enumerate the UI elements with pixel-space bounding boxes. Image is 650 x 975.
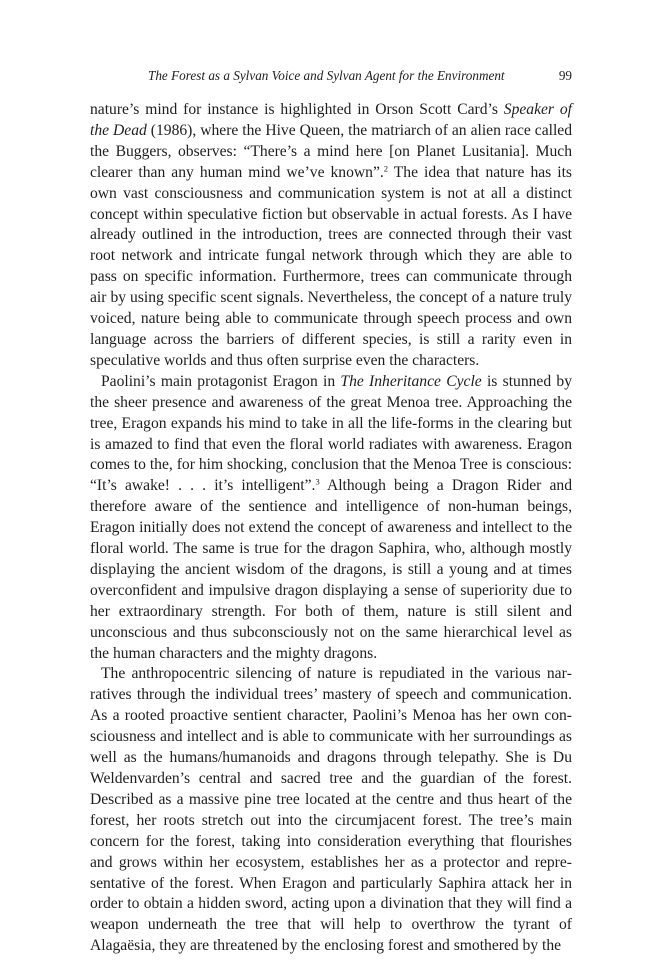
paragraph-2 <box>90 372 572 665</box>
paragraph-text: (1986), where the Hive Queen, the matriarch of an alien race called the Buggers, observes: “There’s a mind here [on Planet Lusitania]. Much clearer than any human mind we’ve known”. <box>90 121 572 181</box>
paragraph-text: The anthropocentric silencing of nature is repudiated in the various narratives through the individual trees’ mastery of speech and communication. As a rooted proactive sentient character, Paolini’s Menoa has her own consciousness and intellect and is able to communicate with her surroundings as well as the humans/humanoids and dragons through telepathy. She is Du Weldenvarden’s central and sacred tree and the guardian of the forest. Described as a massive pine tree located at the centre and thus heart of the forest, her roots stretch out into the circumjacent forest. The tree’s main concern for the forest, taking into consideration everything that flourishes and grows within her ecosystem, establishes her as a protector and representative of the forest. When Eragon and particularly Saphira attack her in order to obtain a hidden sword, acting upon a divination that they will find a weapon underneath the tree that will help to overthrow the tyrant of Alagaësia, they are threatened by the enclosing forest and smothered by the <box>90 665 572 955</box>
paragraph-text: nature’s mind for instance is highlighted in Orson Scott Card’s <box>90 101 504 118</box>
running-title: The Forest as a Sylvan Voice and Sylvan Agent for the Environment <box>148 68 505 83</box>
paragraph-text: is stunned by the sheer presence and awareness of the great Menoa tree. Approaching the tree, Eragon expands his mind to take in all the life-forms in the clearing but is amazed to find that even the floral world radiates with awareness. Eragon comes to the, for him shocking, conclusion that the Menoa Tree is conscious: “It’s awake! . . . it’s intelligent”. <box>90 372 572 495</box>
footnote-marker[interactable]: 3 <box>315 476 320 487</box>
book-title: The Inheritance Cycle <box>340 372 482 390</box>
page-number: 99 <box>558 68 572 83</box>
footnote-marker[interactable]: 2 <box>383 163 389 174</box>
paragraph-3 <box>90 664 572 957</box>
paragraph-1 <box>90 100 572 372</box>
book-title: Speaker of the Dead <box>90 101 572 139</box>
body-text <box>90 100 572 957</box>
paragraph-text: Although being a Dragon Rider and therefore aware of the sentience and intelligence of non-human beings, Eragon initially does not extend the concept of awareness and intellect to the floral world. The same is true for the dragon Saphira, who, although mostly displaying the ancient wisdom of the dragons, is still a young and at times overconfident and impulsive dragon displaying a sense of superiority due to her extraordinary strength. For both of them, nature is still silent and unconscious and thus subconsciously not on the same hierarchical level as the human characters and the mighty dragons. <box>90 477 572 662</box>
paragraph-text: The idea that nature has its own vast consciousness and communication system is not at all a distinct concept within speculative fiction but observable in actual forests. As I have already outlined in the introduction, trees are connected through their vast root network and intricate fungal network through which they are able to pass on specific information. Furthermore, trees can communicate through air by using specific scent signals. Nevertheless, the concept of a nature truly voiced, nature being able to communicate through speech process and own language across the barriers of different species, is still a rarity even in speculative worlds and thus often surprise even the characters. <box>90 163 572 369</box>
paragraph-text: Paolini’s main protagonist Eragon in <box>101 372 341 390</box>
running-header <box>90 67 572 85</box>
